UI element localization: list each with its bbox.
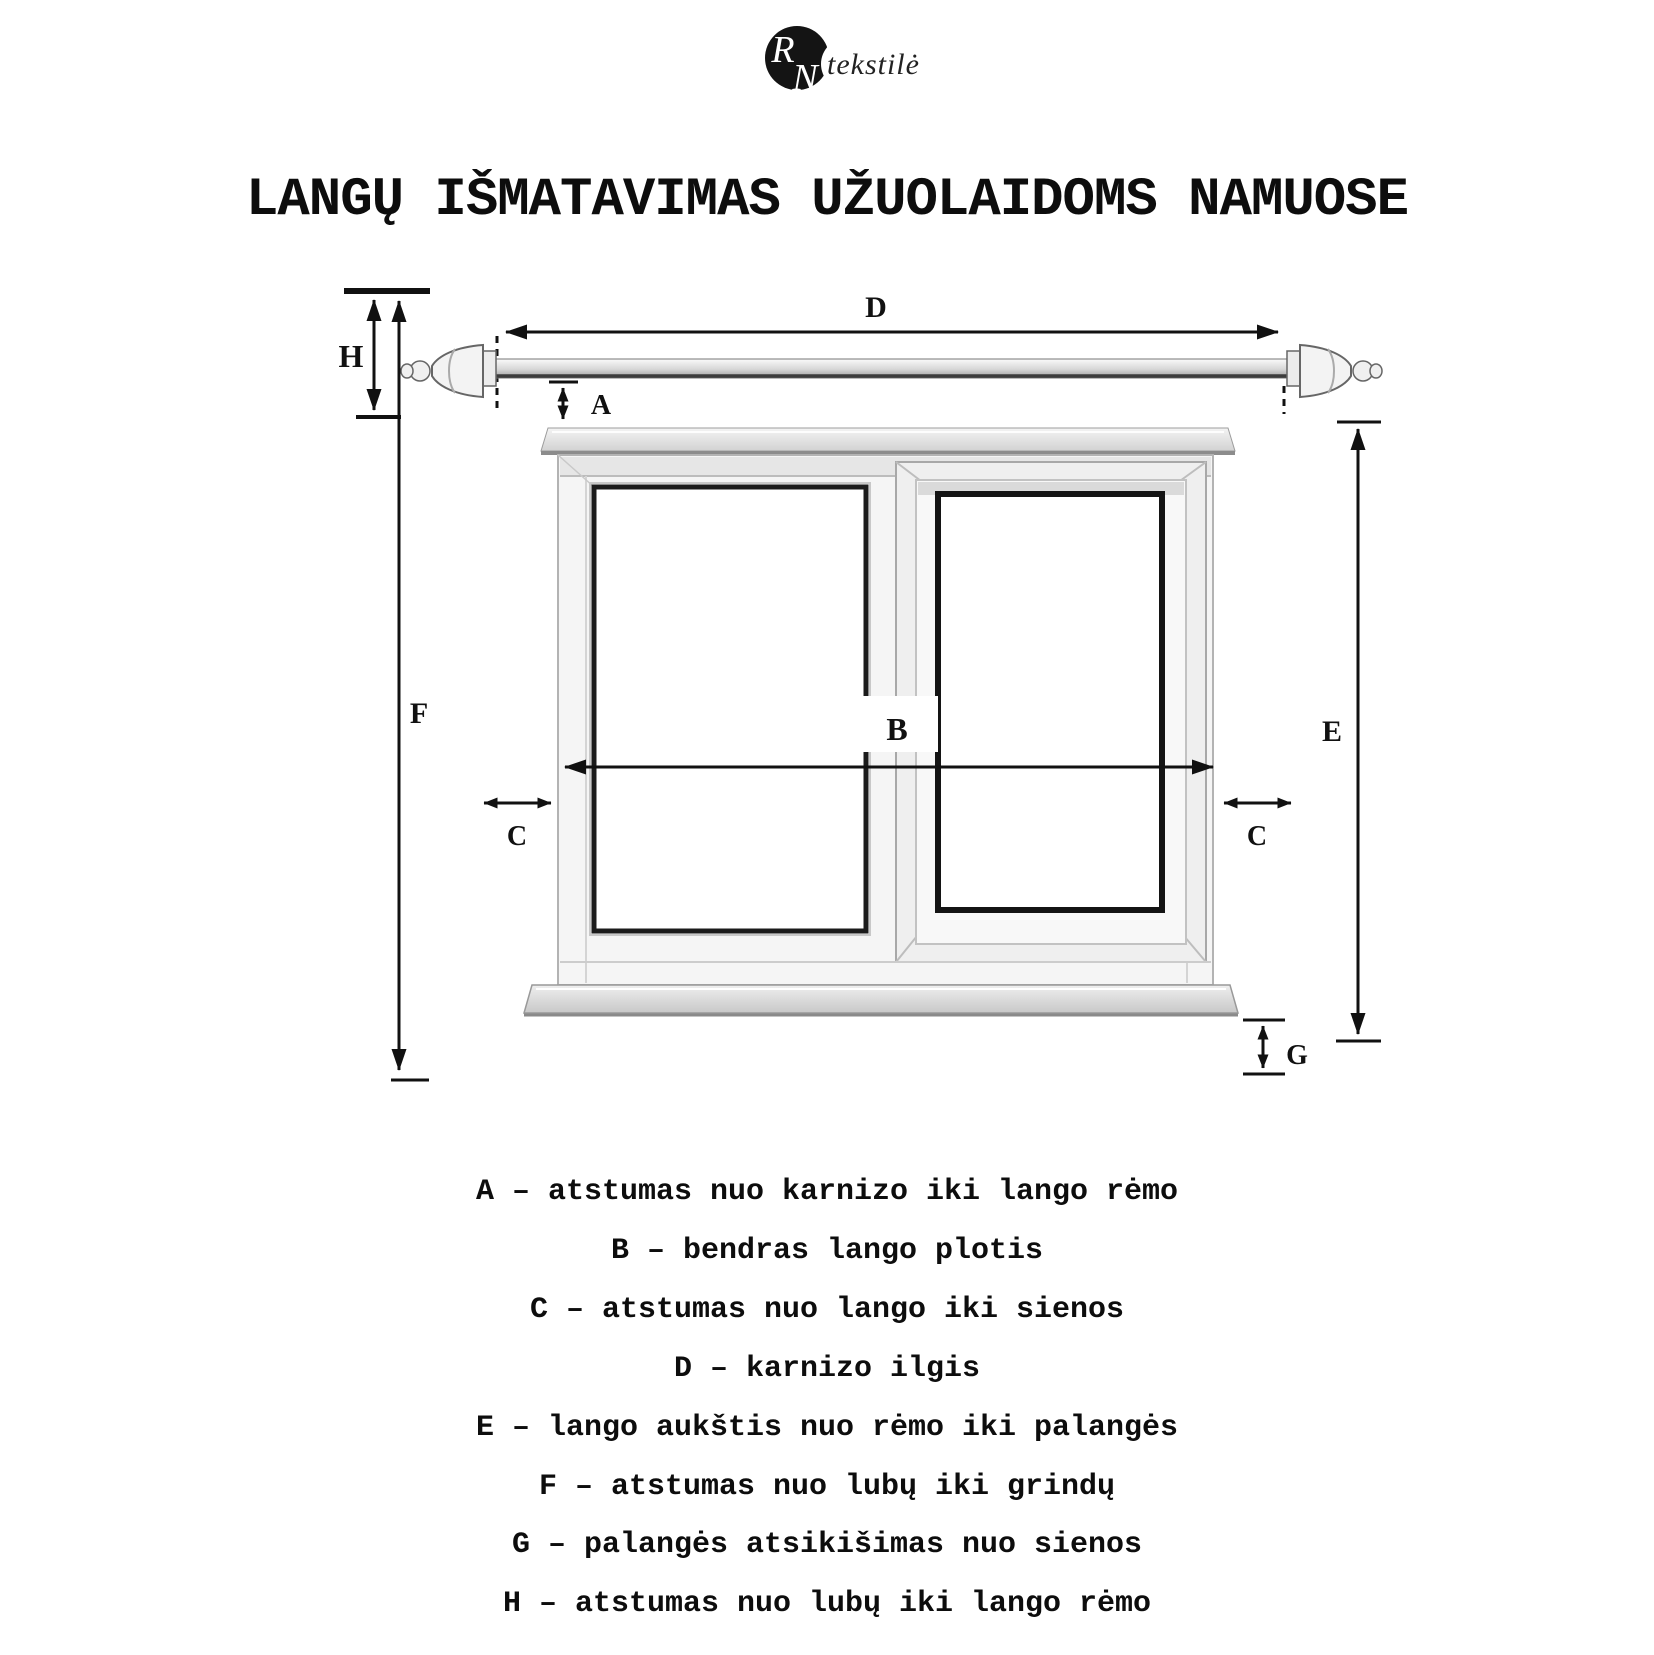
rod-finial-right: [1287, 345, 1382, 397]
finial-bulb-left: [432, 345, 483, 397]
dim-label-b: B: [886, 711, 908, 747]
dim-label-e: E: [1321, 715, 1343, 748]
finial-collar-right: [1287, 351, 1300, 386]
right-pane-glass: [938, 494, 1162, 910]
legend-item: G – palangės atsikišimas nuo sienos: [511, 1528, 1143, 1563]
dim-label-a: A: [590, 390, 612, 421]
dimension-a: [549, 382, 578, 419]
legend-item: A – atstumas nuo karnizo iki lango rėmo: [475, 1175, 1179, 1209]
legend-item: E – lango aukštis nuo rėmo iki palangės: [475, 1410, 1179, 1445]
dimension-g: [1243, 1020, 1285, 1074]
legend-item: H – atstumas nuo lubų iki lango rėmo: [502, 1587, 1152, 1622]
legend-item: F – atstumas nuo lubų iki grindų: [538, 1469, 1116, 1504]
dim-label-c-left: C: [506, 821, 528, 852]
legend-item: C – atstumas nuo lango iki sienos: [529, 1292, 1125, 1327]
logo-letter-r: R: [771, 29, 795, 71]
legend: [0, 1163, 1654, 1634]
page-title: LANGŲ IŠMATAVIMAS UŽUOLAIDOMS NAMUOSE: [246, 170, 1408, 231]
left-pane-glass: [594, 487, 866, 931]
finial-collar-left: [483, 351, 496, 386]
dim-label-g: G: [1286, 1040, 1308, 1071]
dim-label-d: D: [865, 291, 887, 324]
dim-label-h: H: [338, 338, 364, 374]
logo-letter-n: N: [792, 57, 818, 99]
rod-finial-left: [401, 345, 496, 397]
curtain-rod: [401, 336, 1382, 414]
legend-item: B – bendras lango plotis: [610, 1233, 1044, 1268]
dimension-e: [1336, 422, 1381, 1041]
dim-label-c-right: C: [1246, 821, 1268, 852]
brand-name: tekstilė: [827, 48, 920, 81]
finial-bulb-right: [1300, 345, 1351, 397]
finial-tip-end-right: [1370, 364, 1382, 378]
legend-item: D – karnizo ilgis: [673, 1351, 981, 1386]
dim-label-f: F: [409, 697, 429, 730]
finial-tip-end-left: [401, 364, 413, 378]
